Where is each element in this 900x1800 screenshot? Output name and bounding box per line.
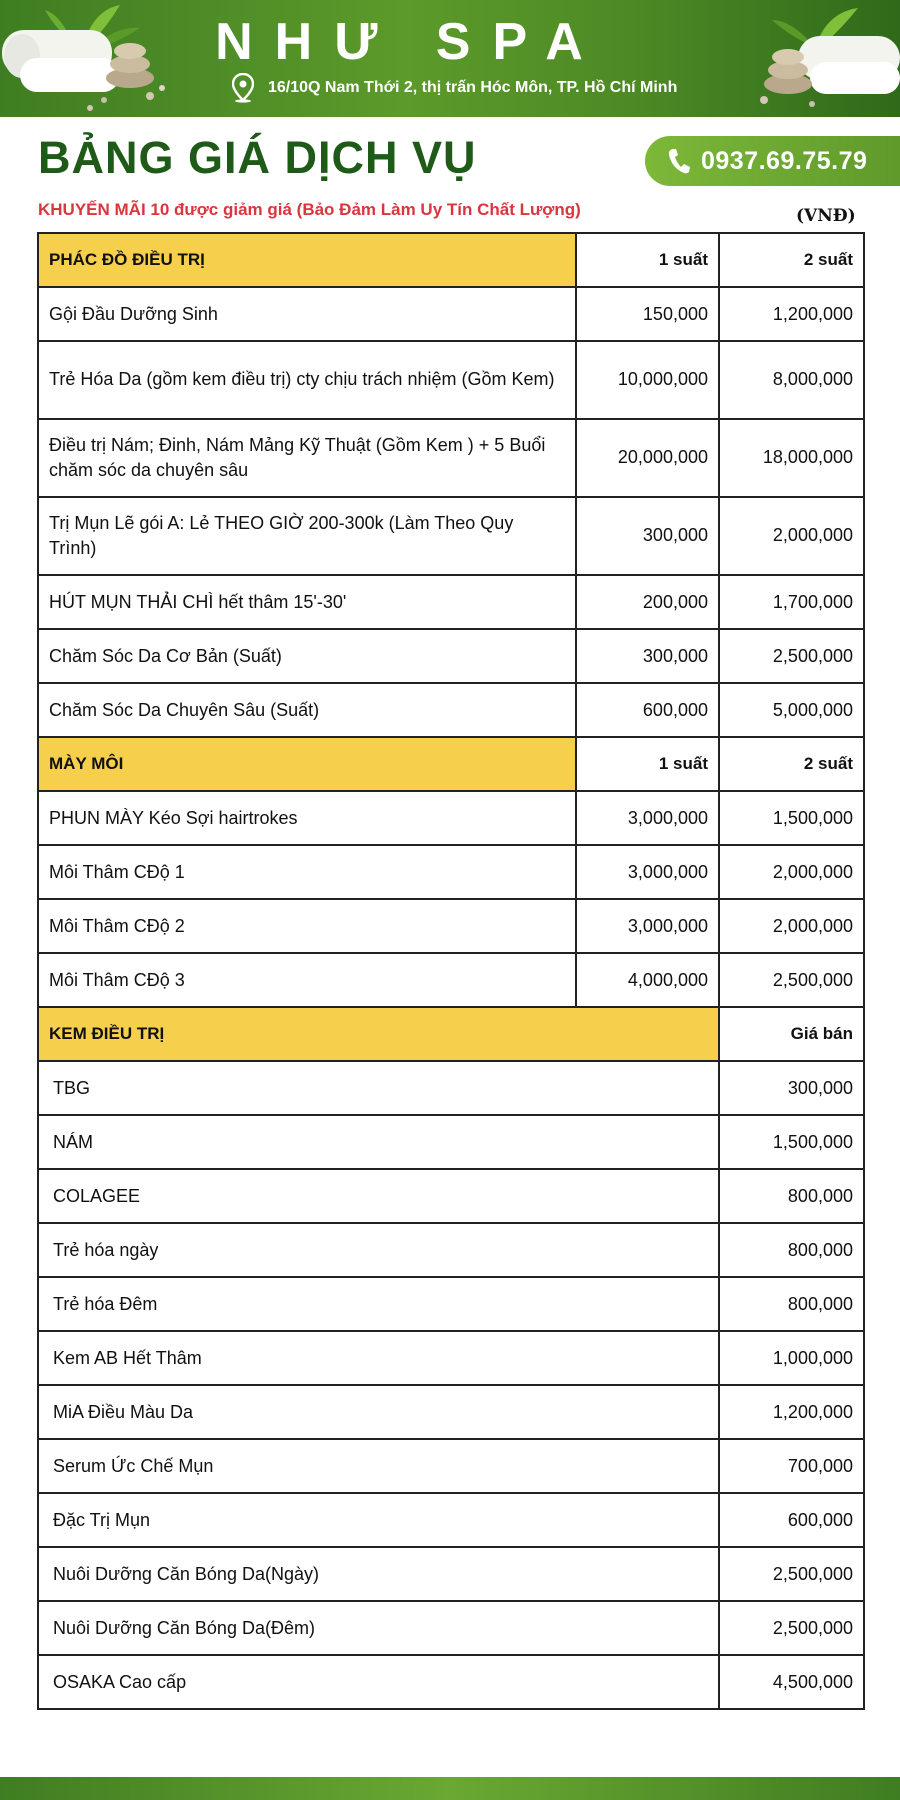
price-1: 10,000,000 — [576, 341, 719, 419]
price-2: 5,000,000 — [719, 683, 864, 737]
price-1: 3,000,000 — [576, 845, 719, 899]
price-1: 300,000 — [576, 629, 719, 683]
product-name: Nuôi Dưỡng Căn Bóng Da(Đêm) — [38, 1601, 719, 1655]
service-name: Gội Đầu Dưỡng Sinh — [38, 287, 576, 341]
table-row — [38, 1655, 864, 1709]
price-1: 4,000,000 — [576, 953, 719, 1007]
column-header: 1 suất — [576, 737, 719, 791]
product-name: Kem AB Hết Thâm — [38, 1331, 719, 1385]
price-1: 3,000,000 — [576, 791, 719, 845]
spa-brand-name: NHƯ SPA — [215, 13, 605, 71]
table-row — [38, 1115, 864, 1169]
price-2: 1,500,000 — [719, 791, 864, 845]
product-name: TBG — [38, 1061, 719, 1115]
product-price: 800,000 — [719, 1223, 864, 1277]
promo-text: KHUYẾN MÃI 10 được giảm giá (Bảo Đảm Làm Uy Tín Chất Lượng) — [38, 200, 581, 219]
table-row — [38, 419, 864, 497]
table-row — [38, 1331, 864, 1385]
product-name: Trẻ hóa ngày — [38, 1223, 719, 1277]
product-price: 1,200,000 — [719, 1385, 864, 1439]
table-row — [38, 1601, 864, 1655]
table-row — [38, 899, 864, 953]
address-text: 16/10Q Nam Thới 2, thị trấn Hóc Môn, TP. Hồ Chí Minh — [268, 79, 678, 96]
table-row — [38, 497, 864, 575]
section-title: KEM ĐIỀU TRỊ — [38, 1007, 719, 1061]
product-price: 2,500,000 — [719, 1601, 864, 1655]
table-row — [38, 1439, 864, 1493]
price-2: 18,000,000 — [719, 419, 864, 497]
table-row — [38, 629, 864, 683]
table-row — [38, 575, 864, 629]
product-name: COLAGEE — [38, 1169, 719, 1223]
price-1: 600,000 — [576, 683, 719, 737]
table-row — [38, 1169, 864, 1223]
section-title: MÀY MÔI — [38, 737, 576, 791]
column-header: 2 suất — [719, 737, 864, 791]
price-1: 300,000 — [576, 497, 719, 575]
service-name: Trị Mụn Lẽ gói A: Lẻ THEO GIỜ 200-300k (Làm Theo Quy Trình) — [38, 497, 576, 575]
price-2: 2,000,000 — [719, 497, 864, 575]
table-row — [38, 953, 864, 1007]
service-name: PHUN MÀY Kéo Sợi hairtrokes — [38, 791, 576, 845]
price-2: 2,000,000 — [719, 899, 864, 953]
table-row — [38, 1277, 864, 1331]
column-header: 1 suất — [576, 233, 719, 287]
footer-bar — [0, 1777, 900, 1800]
product-price: 1,000,000 — [719, 1331, 864, 1385]
table-row — [38, 1493, 864, 1547]
table-row — [38, 1061, 864, 1115]
product-price: 600,000 — [719, 1493, 864, 1547]
price-1: 200,000 — [576, 575, 719, 629]
price-1: 20,000,000 — [576, 419, 719, 497]
product-price: 800,000 — [719, 1169, 864, 1223]
product-price: 1,500,000 — [719, 1115, 864, 1169]
price-2: 1,200,000 — [719, 287, 864, 341]
product-price: 800,000 — [719, 1277, 864, 1331]
service-name: Trẻ Hóa Da (gồm kem điều trị) cty chịu trách nhiệm (Gồm Kem) — [38, 341, 576, 419]
spa-towel-stones-image — [0, 0, 180, 117]
price-2: 1,700,000 — [719, 575, 864, 629]
section-header-row — [38, 1007, 864, 1061]
price-2: 2,000,000 — [719, 845, 864, 899]
product-name: Trẻ hóa Đêm — [38, 1277, 719, 1331]
column-header: Giá bán — [719, 1007, 864, 1061]
service-name: Chăm Sóc Da Chuyên Sâu (Suất) — [38, 683, 576, 737]
table-row — [38, 791, 864, 845]
product-name: NÁM — [38, 1115, 719, 1169]
service-name: Chăm Sóc Da Cơ Bản (Suất) — [38, 629, 576, 683]
service-name: HÚT MỤN THẢI CHÌ hết thâm 15'-30' — [38, 575, 576, 629]
table-row — [38, 287, 864, 341]
spa-towel-stones-image — [750, 0, 900, 117]
price-1: 3,000,000 — [576, 899, 719, 953]
product-price: 700,000 — [719, 1439, 864, 1493]
section-header-row — [38, 737, 864, 791]
phone-badge[interactable] — [645, 136, 900, 186]
product-name: Serum Ức Chế Mụn — [38, 1439, 719, 1493]
price-table — [37, 232, 865, 1710]
product-price: 300,000 — [719, 1061, 864, 1115]
phone-icon — [667, 147, 691, 175]
price-1: 150,000 — [576, 287, 719, 341]
product-price: 4,500,000 — [719, 1655, 864, 1709]
address-row — [232, 70, 677, 106]
table-row — [38, 683, 864, 737]
section-title: PHÁC ĐỒ ĐIỀU TRỊ — [38, 233, 576, 287]
service-name: Môi Thâm CĐộ 3 — [38, 953, 576, 1007]
price-2: 2,500,000 — [719, 953, 864, 1007]
service-name: Môi Thâm CĐộ 2 — [38, 899, 576, 953]
phone-number: 0937.69.75.79 — [701, 146, 868, 175]
table-row — [38, 845, 864, 899]
service-name: Môi Thâm CĐộ 1 — [38, 845, 576, 899]
currency-label: (VNĐ) — [796, 206, 856, 226]
product-name: Nuôi Dưỡng Căn Bóng Da(Ngày) — [38, 1547, 719, 1601]
table-row — [38, 341, 864, 419]
table-row — [38, 1547, 864, 1601]
product-price: 2,500,000 — [719, 1547, 864, 1601]
table-row — [38, 1385, 864, 1439]
service-name: Điều trị Nám; Đinh, Nám Mảng Kỹ Thuật (Gồm Kem ) + 5 Buổi chăm sóc da chuyên sâu — [38, 419, 576, 497]
header-banner — [0, 0, 900, 117]
table-row — [38, 1223, 864, 1277]
section-header-row — [38, 233, 864, 287]
location-pin-icon — [232, 73, 254, 103]
page-title: BẢNG GIÁ DỊCH VỤ — [38, 132, 477, 183]
price-2: 8,000,000 — [719, 341, 864, 419]
product-name: MiA Điều Màu Da — [38, 1385, 719, 1439]
column-header: 2 suất — [719, 233, 864, 287]
product-name: OSAKA Cao cấp — [38, 1655, 719, 1709]
product-name: Đặc Trị Mụn — [38, 1493, 719, 1547]
price-2: 2,500,000 — [719, 629, 864, 683]
